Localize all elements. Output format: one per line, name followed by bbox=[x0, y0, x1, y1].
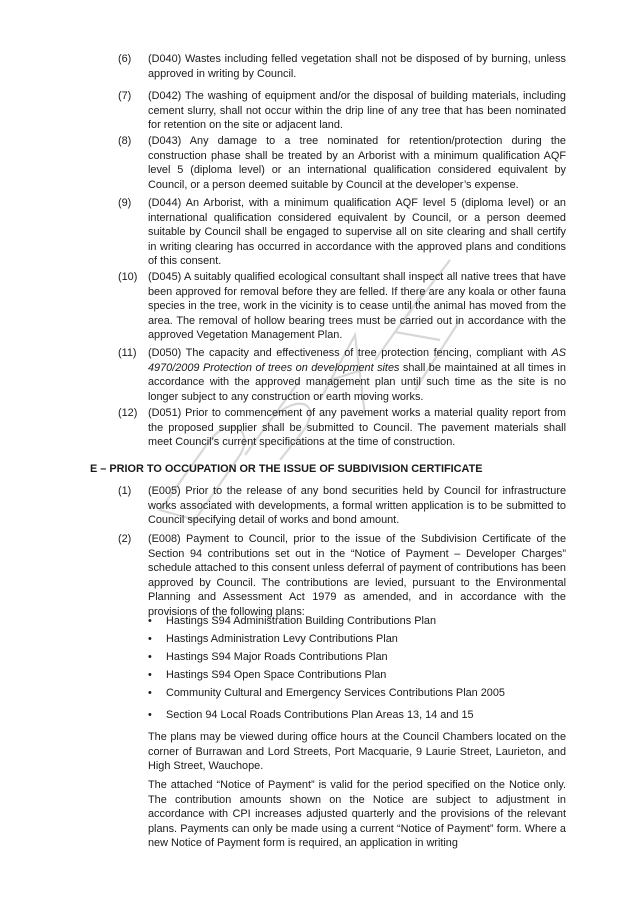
list-item: • Community Cultural and Emergency Services Contributions Plan 2005 bbox=[148, 686, 566, 708]
standard-reference: AS 4970/2009 Protection of trees on development sites bbox=[148, 347, 566, 374]
condition-item bbox=[118, 346, 566, 404]
item-number: (6) bbox=[118, 53, 132, 65]
condition-item bbox=[118, 134, 566, 192]
item-text bbox=[148, 346, 566, 404]
item-text: (D042) The washing of equipment and/or the disposal of building materials, including cement slurry, shall not occur within the drip line of any tree that has been nominated for retention on the site or adjacent land. bbox=[148, 90, 566, 132]
item-number: (10) bbox=[118, 271, 138, 283]
condition-item bbox=[118, 89, 566, 133]
list-item: • Section 94 Local Roads Contributions Plan Areas 13, 14 and 15 bbox=[148, 708, 566, 726]
item-text: (D043) Any damage to a tree nominated for retention/protection during the construction phase shall be treated by an Arborist with a minimum qualification AQF level 5 (diploma level) or an international qualification considered equivalent by Council, or a person deemed suitable by Council at the developer’s expense. bbox=[148, 135, 566, 191]
condition-item bbox=[118, 532, 566, 618]
item-text: (D040) Wastes including felled vegetation shall not be disposed of by burning, unless approved in writing by Council. bbox=[148, 53, 566, 80]
item-text: (D051) Prior to commencement of any pavement works a material quality report from the proposed supplier shall be submitted to Council. The pavement materials shall meet Council’s current specifications at the time of construction. bbox=[148, 407, 566, 449]
item-text: (E008) Payment to Council, prior to the issue of the Subdivision Certificate of the Section 94 contributions set out in the “Notice of Payment – Developer Charges” schedule attached to this consent unless deferral of payment of contributions has been approved by Council. The contributions are levied, pursuant to the Environmental Planning and Assessment Act 1979 as amended, and in accordance with the provisions of the following plans: bbox=[148, 533, 566, 618]
item-number: (2) bbox=[118, 533, 132, 545]
condition-item bbox=[118, 270, 566, 343]
item-number: (11) bbox=[118, 347, 137, 359]
item-text-part: (D050) The capacity and effectiveness of tree protection fencing, compliant with bbox=[148, 347, 552, 359]
list-item: • Hastings Administration Levy Contributions Plan bbox=[148, 632, 566, 650]
section-heading: E – PRIOR TO OCCUPATION OR THE ISSUE OF SUBDIVISION CERTIFICATE bbox=[90, 463, 483, 475]
item-text: (D045) A suitably qualified ecological consultant shall inspect all native trees that have been approved for removal before they are felled. If there are any koala or other fauna species in the tree, work in the vicinity is to cease until the animal has moved from the area. The removal of hollow bearing trees must be carried out in accordance with the approved Vegetation Management Plan. bbox=[148, 271, 566, 342]
condition-item bbox=[118, 52, 566, 82]
item-text: (E005) Prior to the release of any bond securities held by Council for infrastructure works associated with developments, a formal written application is to be submitted to Council specifying detail of works and bond amount. bbox=[148, 485, 566, 527]
condition-item bbox=[118, 406, 566, 450]
item-number: (8) bbox=[118, 135, 132, 147]
paragraph: The attached “Notice of Payment” is valid for the period specified on the Notice only. The contribution amounts shown on the Notice are subject to adjustment in accordance with CPI increases adjusted quarterly and the provisions of the relevant plans. Payments can only be made using a current “Notice of Payment” form. Where a new Notice of Payment form is required, an application in writing bbox=[148, 779, 566, 850]
list-item: • Hastings S94 Open Space Contributions Plan bbox=[148, 668, 566, 686]
condition-item bbox=[118, 484, 566, 528]
item-number: (9) bbox=[118, 197, 132, 209]
item-text: (D044) An Arborist, with a minimum qualification AQF level 5 (diploma level) or an international qualification considered equivalent by Council, or a person deemed suitable by Council shall be engaged to supervise all on site clearing and shall certify in writing clearing has occurred in accordance with the approved plans and conditions of this consent. bbox=[148, 197, 566, 268]
item-number: (12) bbox=[118, 407, 138, 419]
item-number: (7) bbox=[118, 90, 132, 102]
item-number: (1) bbox=[118, 485, 132, 497]
list-item: • Hastings S94 Major Roads Contributions Plan bbox=[148, 650, 566, 668]
list-item: • Hastings S94 Administration Building Contributions Plan bbox=[148, 614, 566, 632]
condition-item bbox=[118, 196, 566, 269]
paragraph: The plans may be viewed during office hours at the Council Chambers located on the corner of Burrawan and Lord Streets, Port Macquarie, 9 Laurie Street, Laurieton, and High Street, Wauchope. bbox=[148, 731, 566, 773]
item-text-part: shall be maintained at all times in accordance with the approved management plan until such time as the site is no longer subject to any construction or earth moving works. bbox=[148, 361, 566, 403]
contributions-plan-list bbox=[148, 614, 566, 726]
